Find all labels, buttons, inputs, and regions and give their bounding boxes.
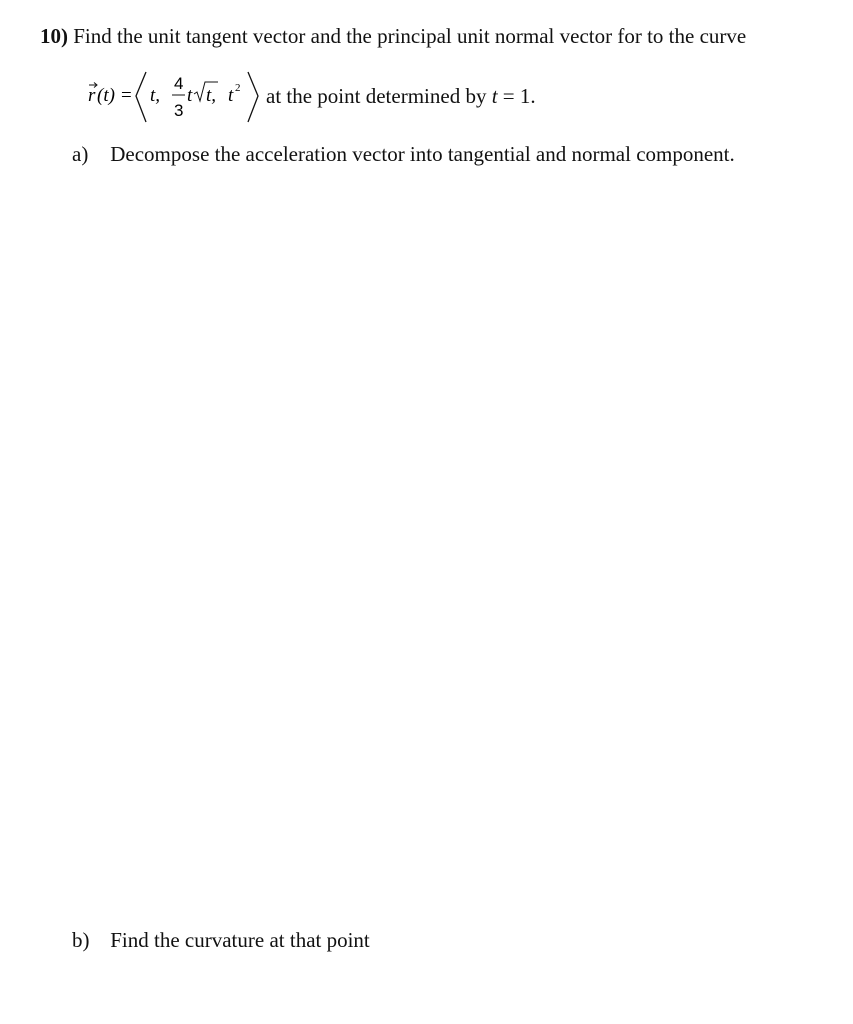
formula-tail-text: at the point determined by — [266, 84, 487, 108]
formula-tail — [266, 84, 536, 109]
fraction-denominator: 3 — [174, 101, 184, 120]
formula-r: r — [88, 85, 96, 106]
formula-component-2-var: t — [187, 85, 193, 106]
question-prompt: Find the unit tangent vector and the principal unit normal vector for to the curve — [73, 24, 747, 48]
part-b-label: b) — [72, 928, 90, 952]
formula-component-3-exp: 2 — [235, 82, 241, 94]
question-line — [40, 24, 746, 49]
part-a-label: a) — [72, 142, 89, 166]
part-a — [72, 142, 735, 167]
formula-arg: (t) — [97, 85, 115, 106]
formula-component-3-base: t — [228, 85, 234, 106]
condition-var: t — [491, 84, 498, 108]
left-angle-bracket-icon — [136, 72, 146, 122]
right-angle-bracket-icon — [248, 72, 258, 122]
sqrt-argument: t, — [206, 85, 217, 106]
question-number: 10) — [40, 24, 68, 48]
formula-equals: = — [121, 85, 132, 106]
part-a-text: Decompose the acceleration vector into tangential and normal component. — [110, 142, 735, 166]
part-b-text: Find the curvature at that point — [110, 928, 370, 952]
formula-component-1: t, — [150, 85, 161, 106]
condition-rest: = 1. — [502, 84, 536, 108]
fraction-numerator: 4 — [174, 74, 184, 93]
part-b — [72, 928, 370, 953]
vector-function-formula — [88, 66, 268, 130]
